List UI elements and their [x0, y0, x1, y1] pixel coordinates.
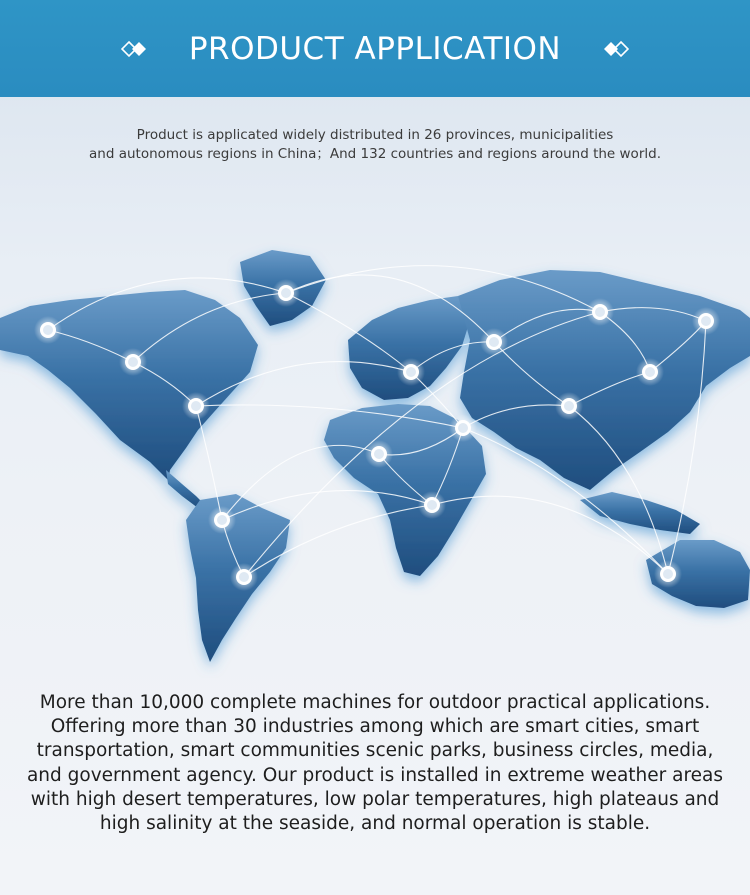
- world-map-icon: [0, 228, 750, 678]
- marker-usa: [182, 392, 210, 420]
- marker-middle-east: [449, 414, 477, 442]
- marker-canada: [119, 348, 147, 376]
- marker-greenland: [272, 279, 300, 307]
- marker-brazil-north: [208, 506, 236, 534]
- double-diamond-icon: [121, 39, 151, 59]
- marker-alaska: [34, 316, 62, 344]
- marker-brazil-south: [230, 563, 258, 591]
- marker-russia-east: [692, 307, 720, 335]
- marker-china-north: [636, 358, 664, 386]
- double-diamond-icon: [599, 39, 629, 59]
- marker-russia-west: [480, 328, 508, 356]
- north-america-shape: [0, 290, 258, 480]
- marker-north-africa: [365, 440, 393, 468]
- subtitle: [0, 126, 750, 164]
- marker-russia-north: [586, 298, 614, 326]
- marker-central-africa: [418, 491, 446, 519]
- subtitle-line-1: Product is applicated widely distributed in 26 provinces, municipalities: [136, 127, 614, 143]
- description-paragraph: More than 10,000 complete machines for outdoor practical applications. Offering more than 30 industries among which are smart cities, smart transportation, smart communities scenic parks, business circles, media, and government agency. Our product is installed in extreme weather areas with high desert temperatures, low polar temperatures, high plateaus and high salinity at the seaside, and normal operation is stable.: [26, 692, 724, 835]
- marker-central-asia: [555, 392, 583, 420]
- page-title: PRODUCT APPLICATION: [188, 30, 562, 67]
- header-banner: [0, 0, 750, 97]
- subtitle-line-2: and autonomous regions in China；And 132 countries and regions around the world.: [89, 146, 661, 162]
- marker-australia: [654, 560, 682, 588]
- marker-europe-west: [397, 358, 425, 386]
